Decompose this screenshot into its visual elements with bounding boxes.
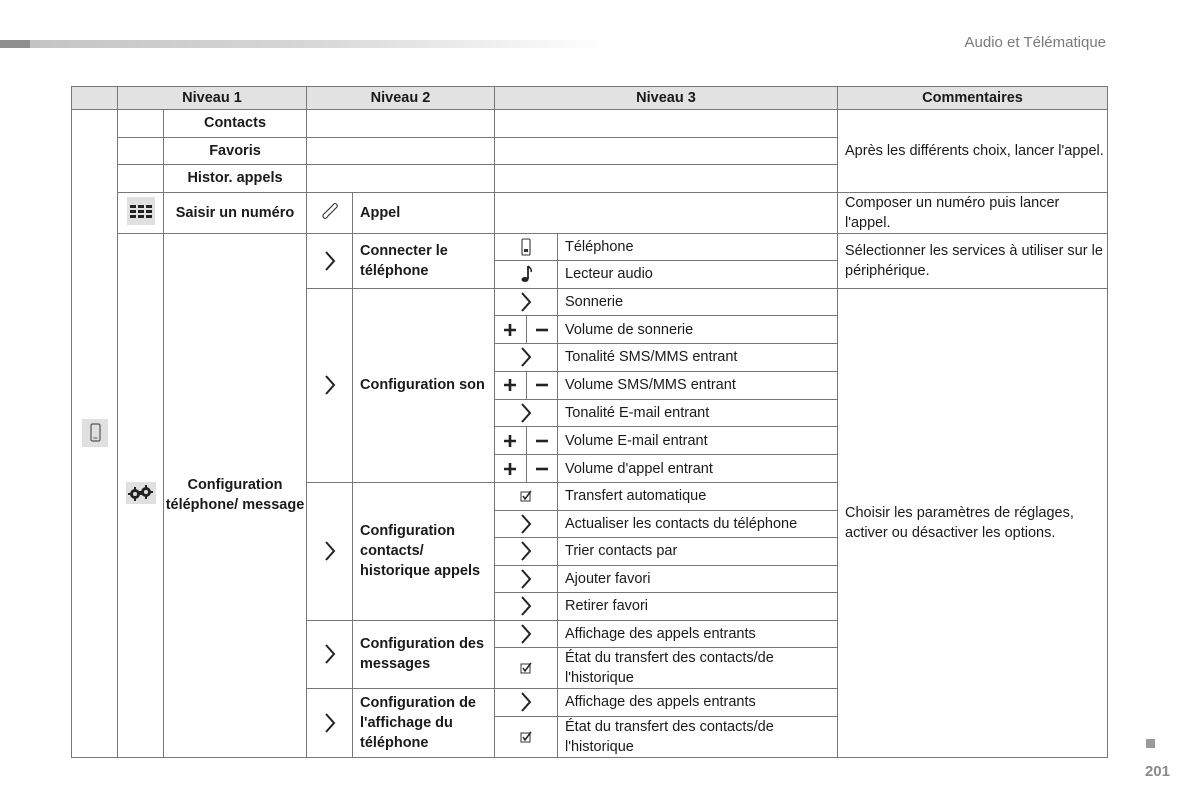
menu-config-son: Configuration son [353, 288, 495, 483]
plus-icon [495, 372, 527, 399]
chevron-cell [495, 565, 558, 593]
header-decor-bar [0, 40, 610, 48]
empty-cell [118, 137, 164, 165]
checkbox-cell [495, 716, 558, 757]
chevron-right-icon [519, 346, 533, 368]
item-affichage-appels: Affichage des appels entrants [558, 620, 838, 648]
checkbox-icon [520, 490, 532, 502]
plus-icon [495, 427, 527, 454]
gears-icon [126, 482, 156, 508]
chevron-cell [307, 689, 353, 758]
chevron-cell [307, 288, 353, 483]
chevron-right-icon [323, 643, 337, 665]
empty-cell [307, 165, 495, 193]
minus-icon [527, 455, 558, 482]
chevron-cell [495, 344, 558, 372]
empty-cell [307, 137, 495, 165]
plus-minus-cell [495, 427, 558, 455]
chevron-cell [495, 689, 558, 717]
item-volume-sms: Volume SMS/MMS entrant [558, 371, 838, 399]
item-telephone: Téléphone [558, 233, 838, 261]
table-row [72, 233, 1108, 261]
chevron-right-icon [323, 712, 337, 734]
chevron-right-icon [519, 623, 533, 645]
header-empty [72, 87, 118, 110]
mobile-icon-cell [495, 233, 558, 261]
comment-settings: Choisir les paramètres de réglages, activer ou désactiver les options. [838, 288, 1108, 757]
item-etat-transfert: État du transfert des contacts/de l'historique [558, 716, 838, 757]
menu-appel: Appel [353, 192, 495, 233]
handset-icon [320, 201, 340, 225]
minus-icon [527, 372, 558, 399]
menu-config-telephone: Configuration téléphone/ message [164, 233, 307, 757]
checkbox-cell [495, 648, 558, 689]
empty-cell [118, 165, 164, 193]
header-commentaires: Commentaires [838, 87, 1108, 110]
item-lecteur-audio: Lecteur audio [558, 261, 838, 289]
menu-contacts: Contacts [164, 110, 307, 138]
chevron-cell [495, 288, 558, 316]
empty-cell [495, 137, 838, 165]
comment-connect: Sélectionner les services à utiliser sur le périphérique. [838, 233, 1108, 288]
mobile-icon [520, 238, 532, 256]
chevron-cell [495, 510, 558, 538]
plus-minus-cell [495, 316, 558, 344]
chevron-cell [307, 483, 353, 621]
item-volume-appel: Volume d'appel entrant [558, 455, 838, 483]
keypad-icon [127, 197, 155, 229]
item-actualiser-contacts: Actualiser les contacts du téléphone [558, 510, 838, 538]
music-icon-cell [495, 261, 558, 289]
item-trier-contacts: Trier contacts par [558, 538, 838, 566]
header-niveau-3: Niveau 3 [495, 87, 838, 110]
plus-minus-cell [495, 371, 558, 399]
empty-cell [307, 110, 495, 138]
item-transfert-auto: Transfert automatique [558, 483, 838, 511]
minus-icon [527, 316, 558, 343]
checkbox-icon [520, 662, 532, 674]
menu-saisir-numero: Saisir un numéro [164, 192, 307, 233]
menu-connecter-telephone: Connecter le téléphone [353, 233, 495, 288]
menu-favoris: Favoris [164, 137, 307, 165]
chevron-cell [495, 620, 558, 648]
chevron-cell [307, 233, 353, 288]
chevron-cell [495, 593, 558, 621]
item-volume-email: Volume E-mail entrant [558, 427, 838, 455]
comment-dial: Composer un numéro puis lancer l'appel. [838, 192, 1108, 233]
header-row [72, 87, 1108, 110]
plus-icon [495, 455, 527, 482]
chevron-cell [307, 620, 353, 689]
plus-minus-cell [495, 455, 558, 483]
item-tonalite-sms: Tonalité SMS/MMS entrant [558, 344, 838, 372]
item-retirer-favori: Retirer favori [558, 593, 838, 621]
empty-cell [495, 192, 838, 233]
chevron-right-icon [519, 568, 533, 590]
chevron-right-icon [519, 402, 533, 424]
item-affichage-appels: Affichage des appels entrants [558, 689, 838, 717]
chevron-right-icon [519, 540, 533, 562]
gears-icon-cell [118, 233, 164, 757]
empty-cell [495, 110, 838, 138]
phone-icon [82, 419, 108, 447]
music-note-icon [519, 264, 533, 284]
menu-table [71, 86, 1108, 758]
header-niveau-2: Niveau 2 [307, 87, 495, 110]
chevron-cell [495, 538, 558, 566]
comment-favorites: Après les différents choix, lancer l'appel. [838, 110, 1108, 193]
section-title: Audio et Télématique [964, 34, 1106, 51]
menu-config-affichage: Configuration de l'affichage du téléphone [353, 689, 495, 758]
table-row [72, 110, 1108, 138]
plus-icon [495, 316, 527, 343]
table-row [72, 192, 1108, 233]
keypad-icon-cell [118, 192, 164, 233]
minus-icon [527, 427, 558, 454]
phone-menu-cell [72, 110, 118, 758]
page-marker [1146, 739, 1155, 748]
page-number: 201 [1144, 763, 1170, 780]
menu-config-messages: Configuration des messages [353, 620, 495, 689]
handset-icon-cell [307, 192, 353, 233]
header-niveau-1: Niveau 1 [118, 87, 307, 110]
item-tonalite-email: Tonalité E-mail entrant [558, 399, 838, 427]
item-ajouter-favori: Ajouter favori [558, 565, 838, 593]
menu-historique: Histor. appels [164, 165, 307, 193]
item-volume-sonnerie: Volume de sonnerie [558, 316, 838, 344]
chevron-cell [495, 399, 558, 427]
checkbox-icon [520, 731, 532, 743]
item-sonnerie: Sonnerie [558, 288, 838, 316]
chevron-right-icon [519, 291, 533, 313]
item-etat-transfert: État du transfert des contacts/de l'historique [558, 648, 838, 689]
checkbox-cell [495, 483, 558, 511]
empty-cell [495, 165, 838, 193]
menu-config-contacts: Configuration contacts/ historique appels [353, 483, 495, 621]
chevron-right-icon [323, 540, 337, 562]
contacts-icon-cell [118, 110, 164, 138]
chevron-right-icon [519, 691, 533, 713]
chevron-right-icon [323, 374, 337, 396]
chevron-right-icon [519, 595, 533, 617]
chevron-right-icon [323, 250, 337, 272]
chevron-right-icon [519, 513, 533, 535]
